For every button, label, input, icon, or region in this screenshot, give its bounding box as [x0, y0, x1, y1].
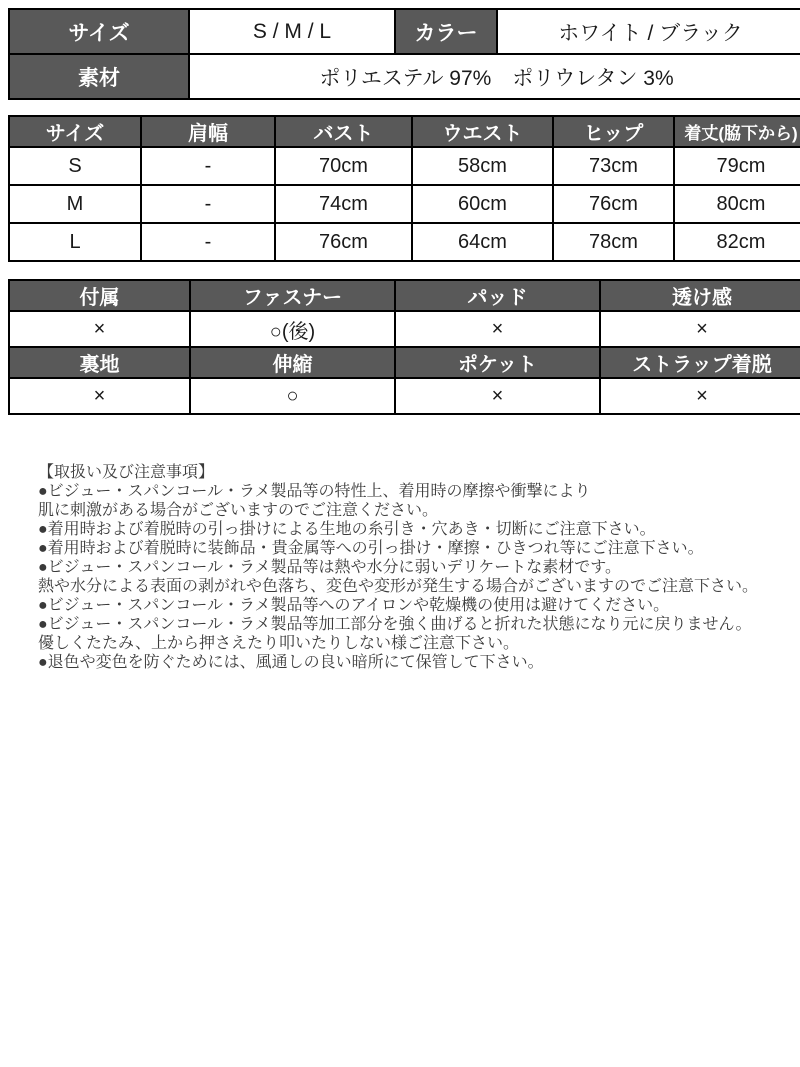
meas-cell: 78cm [553, 223, 674, 261]
features-table [8, 279, 800, 415]
meas-header-length: 着丈(脇下から) [674, 116, 800, 147]
feat-header-fastener: ファスナー [190, 280, 395, 311]
meas-cell: 64cm [412, 223, 553, 261]
feat-cell: ○(後) [190, 311, 395, 347]
meas-cell: L [9, 223, 141, 261]
meas-cell: M [9, 185, 141, 223]
feat-header-sheer: 透け感 [600, 280, 800, 311]
feat-header-lining: 裏地 [9, 347, 190, 378]
feat-cell: × [395, 311, 600, 347]
notes-line: 肌に刺激がある場合がございますのでご注意ください。 [38, 502, 439, 519]
spec-table [8, 8, 800, 100]
meas-cell: - [141, 147, 275, 185]
table-row [9, 147, 800, 185]
spec-size-value: S / M / L [189, 9, 395, 54]
measurements-table [8, 115, 800, 262]
meas-cell: 76cm [275, 223, 412, 261]
table-row [9, 185, 800, 223]
meas-header-bust: バスト [275, 116, 412, 147]
notes-line: ●ビジュー・スパンコール・ラメ製品等へのアイロンや乾燥機の使用は避けてください。 [38, 597, 670, 614]
notes-title: 【取扱い及び注意事項】 [38, 464, 215, 481]
feat-cell: × [9, 311, 190, 347]
meas-header-shoulder: 肩幅 [141, 116, 275, 147]
meas-cell: 60cm [412, 185, 553, 223]
meas-cell: 70cm [275, 147, 412, 185]
meas-cell: 58cm [412, 147, 553, 185]
spec-size-label: サイズ [9, 9, 189, 54]
spec-color-label: カラー [395, 9, 497, 54]
spec-material-value: ポリエステル 97% ポリウレタン 3% [189, 54, 800, 99]
feat-header-pocket: ポケット [395, 347, 600, 378]
table-row [9, 223, 800, 261]
feat-header-stretch: 伸縮 [190, 347, 395, 378]
meas-cell: - [141, 185, 275, 223]
notes-line: ●ビジュー・スパンコール・ラメ製品等加工部分を強く曲げると折れた状態になり元に戻りません。 [38, 616, 752, 633]
feat-header-accessory: 付属 [9, 280, 190, 311]
feat-cell: × [395, 378, 600, 414]
meas-cell: S [9, 147, 141, 185]
feat-cell: × [600, 311, 800, 347]
meas-cell: 82cm [674, 223, 800, 261]
meas-cell: 79cm [674, 147, 800, 185]
feat-header-strap: ストラップ着脱 [600, 347, 800, 378]
meas-cell: 73cm [553, 147, 674, 185]
meas-header-hip: ヒップ [553, 116, 674, 147]
feat-cell: ○ [190, 378, 395, 414]
feat-cell: × [9, 378, 190, 414]
meas-header-waist: ウエスト [412, 116, 553, 147]
spec-material-label: 素材 [9, 54, 189, 99]
meas-cell: 74cm [275, 185, 412, 223]
notes-line: 優しくたたみ、上から押さえたり叩いたりしない様ご注意下さい。 [38, 635, 519, 652]
notes-line: 熱や水分による表面の剥がれや色落ち、変色や変形が発生する場合がございますのでご注意下さい。 [38, 578, 759, 595]
meas-cell: 76cm [553, 185, 674, 223]
table-row [9, 311, 800, 347]
meas-header-size: サイズ [9, 116, 141, 147]
notes-line: ●ビジュー・スパンコール・ラメ製品等の特性上、着用時の摩擦や衝撃により [38, 483, 591, 500]
feat-cell: × [600, 378, 800, 414]
notes-line: ●着用時および着脱時の引っ掛けによる生地の糸引き・穴あき・切断にご注意下さい。 [38, 521, 656, 538]
feat-header-pad: パッド [395, 280, 600, 311]
handling-notes [8, 463, 792, 672]
table-row [9, 378, 800, 414]
meas-cell: 80cm [674, 185, 800, 223]
notes-line: ●着用時および着脱時に装飾品・貴金属等への引っ掛け・摩擦・ひきつれ等にご注意下さい。 [38, 540, 704, 557]
meas-cell: - [141, 223, 275, 261]
notes-line: ●ビジュー・スパンコール・ラメ製品等は熱や水分に弱いデリケートな素材です。 [38, 559, 621, 576]
spec-color-value: ホワイト / ブラック [497, 9, 800, 54]
notes-line: ●退色や変色を防ぐためには、風通しの良い暗所にて保管して下さい。 [38, 654, 544, 671]
